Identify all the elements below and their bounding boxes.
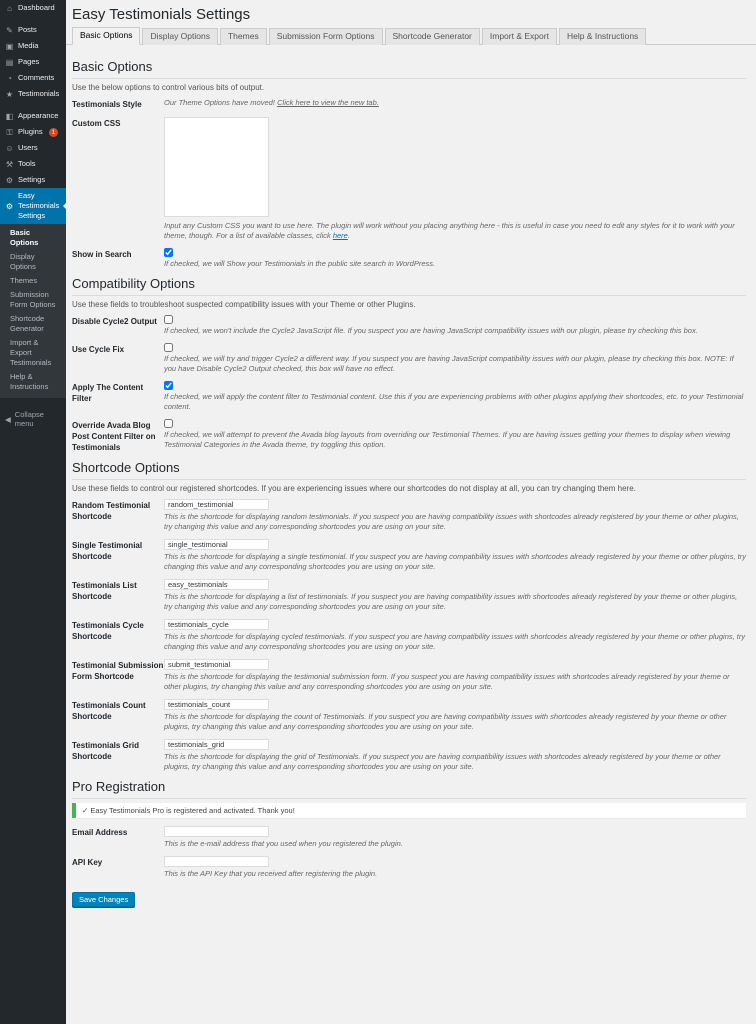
sidebar-item-label: Pages [18, 57, 40, 66]
sidebar-item-users[interactable] [0, 140, 66, 156]
sidebar-item-label: Comments [18, 73, 55, 82]
tab-basic-options[interactable]: Basic Options [72, 27, 140, 45]
submenu-item-help-instructions[interactable]: Help & Instructions [10, 372, 49, 391]
random-testimonial-shortcode-input[interactable] [164, 499, 269, 510]
apply-content-filter-label: Apply The Content Filter [72, 383, 144, 403]
disable-cycle2-desc: If checked, we won't include the Cycle2 JavaScript file. If you suspect you are having JavaScript compatibility issues with our plugin, please try checking this box. [164, 326, 698, 335]
sidebar-item-media[interactable] [0, 38, 66, 54]
basic-options-intro: Use the below options to control various bits of output. [72, 83, 265, 92]
row-testimonials-count-shortcode [72, 699, 746, 732]
save-changes-button[interactable]: Save Changes [72, 892, 135, 907]
submenu-item-display-options[interactable]: Display Options [10, 252, 36, 271]
tab-themes[interactable]: Themes [220, 28, 267, 45]
collapse-icon: ◀ [5, 414, 11, 424]
tab-shortcode-generator[interactable]: Shortcode Generator [385, 28, 480, 45]
testimonials-style-label: Testimonials Style [72, 100, 142, 109]
apply-content-filter-desc: If checked, we will apply the content filter to Testimonial content. Use this if you are experiencing problems with other plugins applying their shortcodes, etc. to your Testimonial content. [164, 392, 744, 411]
custom-css-desc: Input any Custom CSS you want to use here. The plugin will work without you placing anything here - this is useful in case you need to edit any styles for it to work with your theme, though. For a list of available classes, click [164, 221, 735, 240]
testimonials-style-text: Our Theme Options have moved! [164, 98, 275, 107]
show-in-search-desc: If checked, we will Show your Testimonials in the public site search in WordPress. [164, 259, 436, 268]
testimonials-grid-shortcode-desc: This is the shortcode for displaying the grid of Testimonials. If you suspect you are having compatibility issues with shortcodes already registered by your theme or other plugins, try changing this value and any corresponding shortcodes you are using on your site. [164, 752, 721, 771]
sidebar-item-label: Plugins [18, 127, 43, 136]
tab-bar [66, 27, 756, 45]
single-testimonial-shortcode-desc: This is the shortcode for displaying a single testimonial. If you suspect you are having compatibility issues with shortcodes already registered by your theme or other plugins, try changing this value and any corresponding shortcodes you are using on your site. [164, 552, 746, 571]
sidebar-item-appearance[interactable] [0, 108, 66, 124]
row-random-testimonial-shortcode [72, 499, 746, 532]
sidebar-item-posts[interactable] [0, 22, 66, 38]
override-avada-desc: If checked, we will attempt to prevent the Avada blog layouts from overriding our Testimonial Themes. If you are having issues getting your themes to display when viewing Testimonial Categories in the Avada theme, try toggling this option. [164, 430, 731, 449]
testimonials-count-shortcode-input[interactable] [164, 699, 269, 710]
override-avada-checkbox[interactable] [164, 419, 173, 428]
disable-cycle2-checkbox[interactable] [164, 315, 173, 324]
show-in-search-label: Show in Search [72, 250, 132, 259]
sidebar-item-dashboard[interactable] [0, 0, 66, 16]
testimonials-cycle-shortcode-desc: This is the shortcode for displaying cycled testimonials. If you suspect you are having compatibility issues with shortcodes already registered by your theme or other plugins, try changing this value and any corresponding shortcodes you are using on your site. [164, 632, 746, 651]
dashboard-icon: ⌂ [7, 3, 12, 13]
single-testimonial-shortcode-input[interactable] [164, 539, 269, 550]
testimonials-list-shortcode-input[interactable] [164, 579, 269, 590]
row-show-in-search [72, 248, 746, 269]
testimonials-grid-shortcode-input[interactable] [164, 739, 269, 750]
section-basic-options-heading: Basic Options [72, 59, 746, 79]
pro-registration-status-notice: ✓ Easy Testimonials Pro is registered and activated. Thank you! [72, 803, 746, 818]
page-icon: ▤ [5, 57, 14, 67]
theme-options-link[interactable]: Click here to view the new tab. [277, 98, 379, 107]
tools-icon: ⚒ [5, 159, 14, 169]
plugins-update-badge: 1 [49, 128, 59, 137]
row-testimonials-grid-shortcode [72, 739, 746, 772]
easy-testimonials-icon: ⚙ [5, 201, 14, 211]
random-testimonial-shortcode-desc: This is the shortcode for displaying random testimonials. If you suspect you are having compatibility issues with shortcodes already registered by your theme or other plugins, try changing this value and any corresponding shortcodes you are using on your site. [164, 512, 739, 531]
custom-css-textarea[interactable] [164, 117, 269, 217]
sidebar-item-label: Users [18, 143, 38, 152]
api-key-input[interactable] [164, 856, 269, 867]
submenu-item-shortcode-generator[interactable]: Shortcode Generator [10, 314, 45, 333]
sidebar-item-settings[interactable] [0, 172, 66, 188]
use-cycle-fix-checkbox[interactable] [164, 343, 173, 352]
use-cycle-fix-desc: If checked, we will try and trigger Cycle2 a different way. If you suspect you are having JavaScript compatibility issues with our plugin, please try checking this box. NOTE: If you have Disable Cycle2 Output checked, this box will have no effect. [164, 354, 734, 373]
appearance-icon: ◧ [5, 111, 14, 121]
page-title: Easy Testimonials Settings [72, 6, 251, 23]
testimonials-count-shortcode-desc: This is the shortcode for displaying the count of Testimonials. If you suspect you are having compatibility issues with shortcodes already registered by your theme or other plugins, try changing this value and any corresponding shortcodes you are using on your site. [164, 712, 727, 731]
row-disable-cycle2-output [72, 315, 746, 336]
row-testimonial-submission-form-shortcode [72, 659, 746, 692]
sidebar-item-pages[interactable] [0, 54, 66, 70]
testimonial-submission-form-shortcode-desc: This is the shortcode for displaying the testimonial submission form. If you suspect you are having compatibility issues with shortcodes already registered by your theme or other plugins, try changing this value and any corresponding shortcodes you are using on your site. [164, 672, 730, 691]
testimonials-icon: ★ [5, 89, 14, 99]
row-email-address [72, 826, 746, 849]
sidebar-submenu [0, 224, 66, 398]
row-testimonials-cycle-shortcode [72, 619, 746, 652]
sidebar-item-easy-testimonials-settings[interactable] [0, 188, 66, 224]
admin-sidebar [0, 0, 66, 1024]
collapse-menu-label: Collapse menu [14, 410, 44, 428]
users-icon: ☺ [5, 143, 14, 153]
sidebar-item-label: Testimonials [18, 89, 60, 98]
comments-icon: ◔ [7, 73, 12, 83]
testimonials-list-shortcode-label: Testimonials List Shortcode [72, 581, 137, 601]
plugins-icon: ⚿ [6, 127, 13, 137]
sidebar-item-testimonials[interactable] [0, 86, 66, 102]
use-cycle-fix-label: Use Cycle Fix [72, 345, 125, 354]
email-address-desc: This is the e-mail address that you used when you registered the plugin. [164, 839, 403, 848]
testimonials-list-shortcode-desc: This is the shortcode for displaying a list of testimonials. If you suspect you are having compatibility issues with shortcodes already registered by your theme or other plugins, try changing this value and any corresponding shortcodes you are using on your site. [164, 592, 738, 611]
tab-submission-form-options[interactable]: Submission Form Options [269, 28, 383, 45]
sidebar-item-label: Media [18, 41, 39, 50]
email-address-label: Email Address [72, 828, 128, 837]
tab-import-export[interactable]: Import & Export [482, 28, 557, 45]
row-custom-css: Custom CSS Input any Custom CSS you want to use here. The plugin will work without you placing anything here - this is useful in case you need to edit any styles for it to work with your theme, though. For a list of available classes, click here. [72, 119, 735, 240]
submenu-item-submission-form-options[interactable]: Submission Form Options [10, 290, 56, 309]
testimonials-cycle-shortcode-label: Testimonials Cycle Shortcode [72, 621, 144, 641]
collapse-menu-button[interactable] [0, 406, 66, 432]
sidebar-item-plugins[interactable] [0, 124, 66, 140]
override-avada-label: Override Avada Blog Post Content Filter on Testimonials [72, 421, 156, 452]
sidebar-item-label: Settings [18, 175, 46, 184]
section-pro-registration-heading: Pro Registration [72, 779, 746, 799]
row-single-testimonial-shortcode [72, 539, 746, 572]
sidebar-item-label: Dashboard [18, 3, 55, 12]
media-icon: ▣ [5, 41, 14, 51]
testimonials-count-shortcode-label: Testimonials Count Shortcode [72, 701, 146, 721]
disable-cycle2-label: Disable Cycle2 Output [72, 317, 157, 326]
testimonials-cycle-shortcode-input[interactable] [164, 619, 269, 630]
section-shortcode-options-heading: Shortcode Options [72, 460, 746, 480]
email-address-input[interactable] [164, 826, 269, 837]
random-testimonial-shortcode-label: Random Testimonial Shortcode [72, 501, 151, 521]
compatibility-intro: Use these fields to troubleshoot suspected compatibility issues with your Theme or other Plugins. [72, 300, 416, 309]
testimonials-grid-shortcode-label: Testimonials Grid Shortcode [72, 741, 139, 761]
custom-css-classes-link[interactable]: here [332, 231, 348, 240]
row-override-avada [72, 419, 746, 453]
submenu-item-basic-options[interactable]: Basic Options [10, 228, 39, 247]
submenu-item-import-export-testimonials[interactable]: Import & Export Testimonials [10, 338, 52, 367]
gear-icon: ⚙ [5, 175, 14, 185]
row-use-cycle-fix [72, 343, 746, 374]
row-apply-content-filter [72, 381, 746, 412]
pin-icon: ✎ [6, 25, 13, 35]
submenu-item-themes[interactable]: Themes [10, 276, 38, 285]
apply-content-filter-checkbox[interactable] [164, 381, 173, 390]
sidebar-item-label: Easy Testimonials Settings [18, 191, 60, 220]
api-key-desc: This is the API Key that you received after registering the plugin. [164, 869, 378, 878]
sidebar-item-label: Posts [18, 25, 37, 34]
row-testimonials-style [72, 98, 746, 110]
testimonial-submission-form-shortcode-input[interactable] [164, 659, 269, 670]
tab-display-options[interactable]: Display Options [142, 28, 218, 45]
shortcode-options-intro: Use these fields to control our registered shortcodes. If you are experiencing issues where our shortcodes do not display at all, you can try changing them here. [72, 484, 636, 493]
settings-form [66, 45, 756, 917]
sidebar-item-label: Tools [18, 159, 36, 168]
show-in-search-checkbox[interactable] [164, 248, 173, 257]
api-key-label: API Key [72, 858, 103, 867]
row-testimonials-list-shortcode [72, 579, 746, 612]
sidebar-item-tools[interactable] [0, 156, 66, 172]
sidebar-item-comments[interactable] [0, 70, 66, 86]
testimonial-submission-form-shortcode-label: Testimonial Submission Form Shortcode [72, 661, 164, 681]
row-api-key [72, 856, 746, 879]
sidebar-item-label: Appearance [18, 111, 59, 120]
single-testimonial-shortcode-label: Single Testimonial Shortcode [72, 541, 143, 561]
tab-help-instructions[interactable]: Help & Instructions [559, 28, 646, 45]
custom-css-label: Custom CSS [72, 119, 121, 128]
main-content [66, 0, 756, 1024]
section-compatibility-heading: Compatibility Options [72, 276, 746, 296]
